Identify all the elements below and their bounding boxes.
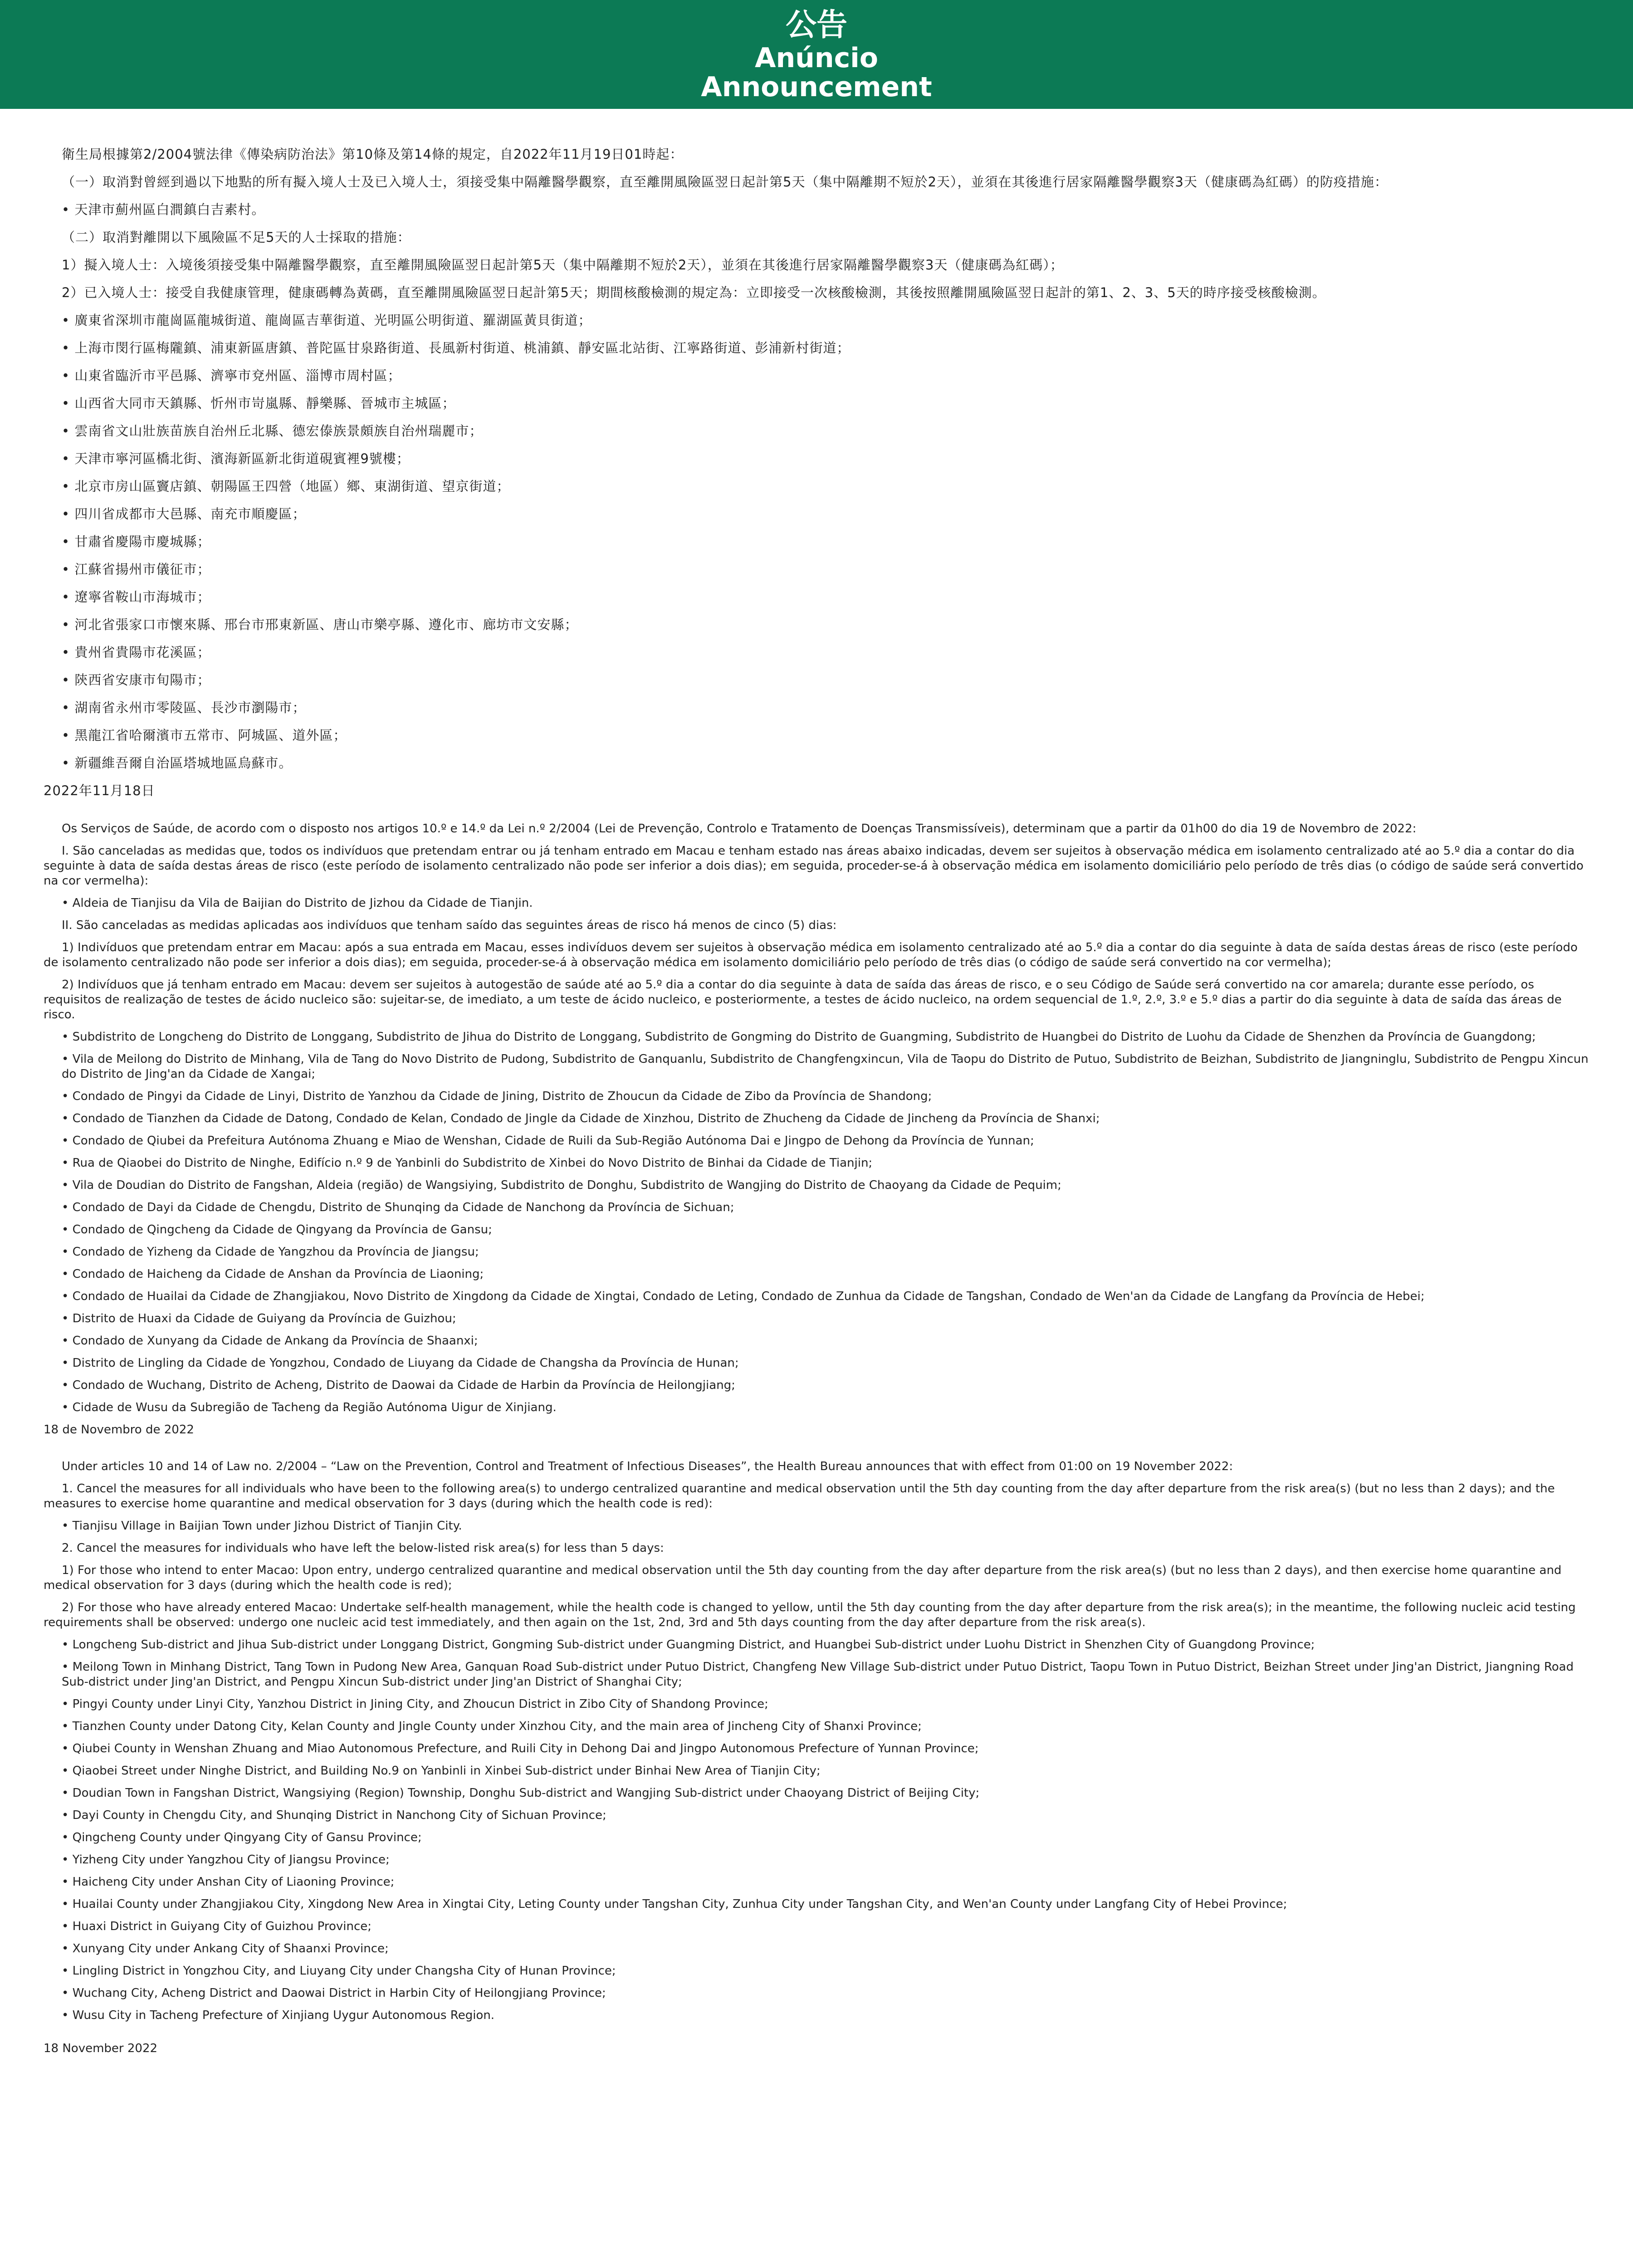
bullet-icon: • bbox=[62, 313, 75, 328]
list-item-text: Meilong Town in Minhang District, Tang Town in Pudong New Area, Ganquan Road Sub-district under Putuo District, Changfeng New Village Sub-district under Putuo District, Taopu Town in Putuo District, Beizhan Street under Jing'an District, Jiangning Road Sub-district under Jing'an District, and Pengpu Xincun Sub-district under Jing'an District of Shanghai City; bbox=[62, 1660, 1574, 1689]
risk-area-list-en bbox=[44, 1637, 1591, 2023]
list-item-text: Condado de Wuchang, Distrito de Acheng, Distrito de Daowai da Cidade de Harbin da Província de Heilongjiang; bbox=[72, 1378, 735, 1392]
bullet-icon: • bbox=[62, 1356, 73, 1370]
list-item-text: 河北省張家口市懷來縣、邢台市邢東新區、唐山市樂亭縣、遵化市、廊坊市文安縣； bbox=[74, 617, 578, 632]
clause-1-list-pt bbox=[44, 896, 1591, 911]
bullet-icon: • bbox=[62, 1875, 73, 1889]
list-item bbox=[44, 1356, 1591, 1371]
bullet-icon: • bbox=[62, 1245, 73, 1259]
list-item-text: Lingling District in Yongzhou City, and Liuyang City under Changsha City of Hunan Province; bbox=[72, 1964, 616, 1978]
clause-2-zh: （二）取消對離開以下風險區不足5天的人士採取的措施： bbox=[62, 230, 411, 245]
section-zh bbox=[44, 145, 1591, 800]
bullet-icon: • bbox=[62, 1897, 73, 1911]
bullet-icon: • bbox=[62, 1267, 73, 1281]
bullet-icon: • bbox=[62, 1764, 73, 1778]
intro-pt: Os Serviços de Saúde, de acordo com o disposto nos artigos 10.º e 14.º da Lei n.º 2/2004 (Lei de Prevenção, Controlo e Tratamento de Doenças Transmissíveis), determinam que a partir da 01h00 do dia 19 de Novembro de 2022: bbox=[62, 822, 1417, 836]
list-item-text: 甘肅省慶陽市慶城縣； bbox=[74, 534, 211, 549]
clause-1-zh: （一）取消對曾經到過以下地點的所有擬入境人士及已入境人士，須接受集中隔離醫學觀察，直至離開風險區翌日起計第5天（集中隔離期不短於2天），並須在其後進行居家隔離醫學觀察3天（健康碼為紅碼）的防疫措施： bbox=[62, 174, 1388, 190]
list-item bbox=[44, 477, 1591, 495]
bullet-icon: • bbox=[62, 1697, 73, 1711]
clause-2-2-pt: 2) Indivíduos que já tenham entrado em Macau: devem ser sujeitos à autogestão de saúde até ao 5.º dia a contar do dia seguinte à data de saída das áreas de risco, e o seu Código de Saúde será convertido na cor amarela; durante esse período, os requisitos de realização de testes de ácido nucleico são: sujeitar-se, de imediato, a um teste de ácido nucleico, e posteriormente, a testes de ácido nucleico, na ordem sequencial de 1.º, 2.º, 3.º e 5.º dias a partir do dia seguinte à data de saída das áreas de risco. bbox=[44, 978, 1562, 1022]
list-item-text: Cidade de Wusu da Subregião de Tacheng da Região Autónoma Uigur de Xinjiang. bbox=[72, 1401, 557, 1414]
section-en bbox=[44, 1459, 1591, 2056]
list-item bbox=[44, 726, 1591, 744]
list-item bbox=[44, 1964, 1591, 1979]
bullet-icon: • bbox=[62, 589, 75, 605]
clause-2-2-zh: 2）已入境人士：接受自我健康管理，健康碼轉為黃碼，直至離開風險區翌日起計第5天；期間核酸檢測的規定為：立即接受一次核酸檢測，其後按照離開風險區翌日起計的第1、2、3、5天的時序接受核酸檢測。 bbox=[62, 285, 1326, 300]
list-item-text: Condado de Xunyang da Cidade de Ankang da Província de Shaanxi; bbox=[72, 1334, 478, 1348]
bullet-icon: • bbox=[62, 396, 75, 411]
list-item-text: Rua de Qiaobei do Distrito de Ninghe, Edifício n.º 9 de Yanbinli do Subdistrito de Xinbei do Novo Distrito de Binhai da Cidade de Tianjin; bbox=[72, 1156, 873, 1170]
list-item bbox=[44, 896, 1591, 911]
bullet-icon: • bbox=[62, 1030, 73, 1044]
bullet-icon: • bbox=[62, 1134, 73, 1148]
bullet-icon: • bbox=[62, 1156, 73, 1170]
clause-2-1-zh: 1）擬入境人士：入境後須接受集中隔離醫學觀察，直至離開風險區翌日起計第5天（集中隔離期不短於2天），並須在其後進行居家隔離醫學觀察3天（健康碼為紅碼）； bbox=[62, 257, 1064, 273]
list-item-text: 廣東省深圳市龍崗區龍城街道、龍崗區吉華街道、光明區公明街道、羅湖區黃貝街道； bbox=[74, 313, 592, 328]
bullet-icon: • bbox=[62, 2009, 73, 2022]
intro-en: Under articles 10 and 14 of Law no. 2/2004 – “Law on the Prevention, Control and Treatment of Infectious Diseases”, the Health Bureau announces that with effect from 01:00 on 19 November 2022: bbox=[62, 1460, 1233, 1473]
list-item-text: Tianzhen County under Datong City, Kelan County and Jingle County under Xinzhou City, and the main area of Jincheng City of Shanxi Province; bbox=[72, 1720, 922, 1733]
bullet-icon: • bbox=[62, 1052, 73, 1066]
list-item-text: 遼寧省鞍山市海城市； bbox=[74, 589, 211, 605]
list-item-text: Qiaobei Street under Ninghe District, and Building No.9 on Yanbinli in Xinbei Sub-district under Binhai New Area of Tianjin City; bbox=[72, 1764, 821, 1778]
risk-area-list-pt bbox=[44, 1030, 1591, 1415]
bullet-icon: • bbox=[62, 1660, 73, 1674]
bullet-icon: • bbox=[62, 368, 75, 383]
list-item bbox=[44, 1808, 1591, 1823]
list-item-text: 四川省成都市大邑縣、南充市順慶區； bbox=[74, 506, 306, 522]
list-item bbox=[44, 1200, 1591, 1215]
list-item bbox=[44, 1741, 1591, 1756]
list-item-text: 江蘇省揚州市儀征市； bbox=[74, 562, 211, 577]
bullet-icon: • bbox=[62, 728, 75, 743]
list-item-text: Xunyang City under Ankang City of Shaanxi Province; bbox=[72, 1942, 389, 1955]
list-item-text: Qingcheng County under Qingyang City of Gansu Province; bbox=[72, 1831, 422, 1844]
title-en: Announcement bbox=[701, 71, 932, 103]
list-item bbox=[44, 1245, 1591, 1260]
intro-zh: 衛生局根據第2/2004號法律《傳染病防治法》第10條及第14條的規定，自2022年11月19日01時起： bbox=[62, 147, 684, 162]
list-item-text: Wuchang City, Acheng District and Daowai District in Harbin City of Heilongjiang Province; bbox=[72, 1986, 606, 2000]
list-item-text: Pingyi County under Linyi City, Yanzhou District in Jining City, and Zhoucun District in Zibo City of Shandong Province; bbox=[72, 1697, 768, 1711]
list-item bbox=[44, 643, 1591, 661]
bullet-icon: • bbox=[62, 700, 75, 715]
list-item-text: 貴州省貴陽市花溪區； bbox=[74, 645, 211, 660]
list-item bbox=[44, 616, 1591, 634]
announcement-header bbox=[0, 0, 1633, 109]
list-item-text: Subdistrito de Longcheng do Distrito de Longgang, Subdistrito de Jihua do Distrito de Longgang, Subdistrito de Gongming do Distrito de Guangming, Subdistrito de Huangbei do Distrito de Luohu da Cidade de Shenzhen da Província de Guangdong; bbox=[72, 1030, 1536, 1044]
bullet-icon: • bbox=[62, 1964, 73, 1978]
bullet-icon: • bbox=[62, 1942, 73, 1955]
list-item bbox=[44, 1919, 1591, 1934]
bullet-icon: • bbox=[62, 1334, 73, 1348]
list-item-text: 山西省大同市天鎮縣、忻州市岢嵐縣、靜樂縣、晉城市主城區； bbox=[74, 396, 456, 411]
bullet-icon: • bbox=[62, 1831, 73, 1844]
announcement-body bbox=[44, 145, 1591, 2063]
list-item bbox=[44, 533, 1591, 551]
bullet-icon: • bbox=[62, 506, 75, 522]
list-item bbox=[44, 1400, 1591, 1415]
bullet-icon: • bbox=[62, 617, 75, 632]
list-item-text: Condado de Haicheng da Cidade de Anshan da Província de Liaoning; bbox=[72, 1267, 484, 1281]
bullet-icon: • bbox=[62, 340, 75, 356]
list-item-text: Qiubei County in Wenshan Zhuang and Miao Autonomous Prefecture, and Ruili City in Dehong Dai and Jingpo Autonomous Prefecture of Yunnan Province; bbox=[72, 1742, 979, 1755]
list-item-text: Distrito de Lingling da Cidade de Yongzhou, Condado de Liuyang da Cidade de Changsha da Província de Hunan; bbox=[72, 1356, 739, 1370]
list-item-text: Vila de Doudian do Distrito de Fangshan, Aldeia (região) de Wangsiying, Subdistrito de Donghu, Subdistrito de Wangjing do Distrito de Chaoyang da Cidade de Pequim; bbox=[72, 1178, 1061, 1192]
list-item-text: 陝西省安康市旬陽市； bbox=[74, 672, 211, 688]
bullet-icon: • bbox=[62, 1401, 73, 1414]
bullet-icon: • bbox=[62, 896, 73, 910]
list-item-text: 山東省臨沂市平邑縣、濟寧市兗州區、淄博市周村區； bbox=[74, 368, 401, 383]
list-item-text: 天津市薊州區白澗鎮白吉素村。 bbox=[74, 202, 265, 217]
bullet-icon: • bbox=[62, 1742, 73, 1755]
bullet-icon: • bbox=[62, 1290, 73, 1303]
list-item bbox=[44, 1697, 1591, 1712]
clause-2-en: 2. Cancel the measures for individuals who have left the below-listed risk area(s) for less than 5 days: bbox=[62, 1541, 664, 1555]
list-item bbox=[44, 1786, 1591, 1801]
list-item-text: Huailai County under Zhangjiakou City, Xingdong New Area in Xingtai City, Leting County under Tangshan City, Zunhua City under Tangshan City, and Wen'an County under Langfang City of Hebei Province; bbox=[72, 1897, 1287, 1911]
list-item bbox=[44, 1660, 1591, 1690]
list-item-text: 雲南省文山壯族苗族自治州丘北縣、德宏傣族景頗族自治州瑞麗市； bbox=[74, 423, 483, 439]
bullet-icon: • bbox=[62, 202, 75, 217]
date-pt: 18 de Novembro de 2022 bbox=[44, 1423, 194, 1437]
list-item-text: Wusu City in Tacheng Prefecture of Xinjiang Uygur Autonomous Region. bbox=[72, 2009, 495, 2022]
title-pt: Anúncio bbox=[755, 42, 878, 74]
list-item bbox=[44, 1334, 1591, 1349]
list-item-text: Haicheng City under Anshan City of Liaoning Province; bbox=[72, 1875, 395, 1889]
bullet-icon: • bbox=[62, 423, 75, 439]
list-item bbox=[44, 394, 1591, 412]
date-en: 18 November 2022 bbox=[44, 2042, 158, 2055]
list-item-text: Condado de Huailai da Cidade de Zhangjiakou, Novo Distrito de Xingdong da Cidade de Xingtai, Condado de Leting, Condado de Zunhua da Cidade de Tangshan, Condado de Wen'an da Cidade de Langfang da Província de Hebei; bbox=[72, 1290, 1425, 1303]
list-item bbox=[44, 1941, 1591, 1956]
list-item bbox=[44, 367, 1591, 385]
list-item-text: Condado de Yizheng da Cidade de Yangzhou da Província de Jiangsu; bbox=[72, 1245, 479, 1259]
bullet-icon: • bbox=[62, 1920, 73, 1933]
list-item-text: Condado de Pingyi da Cidade de Linyi, Distrito de Yanzhou da Cidade de Jining, Distrito de Zhoucun da Cidade de Zibo da Província de Shandong; bbox=[72, 1090, 932, 1103]
list-item bbox=[44, 200, 1591, 219]
clause-1-list-zh bbox=[44, 200, 1591, 219]
list-item bbox=[44, 1853, 1591, 1867]
list-item-text: Condado de Qiubei da Prefeitura Autónoma Zhuang e Miao de Wenshan, Cidade de Ruili da Sub-Região Autónoma Dai e Jingpo de Dehong da Província de Yunnan; bbox=[72, 1134, 1034, 1148]
list-item bbox=[44, 1986, 1591, 2001]
list-item-text: Condado de Dayi da Cidade de Chengdu, Distrito de Shunqing da Cidade de Nanchong da Província de Sichuan; bbox=[72, 1201, 734, 1214]
clause-2-1-pt: 1) Indivíduos que pretendam entrar em Macau: após a sua entrada em Macau, esses indivíduos devem ser sujeitos à observação médica em isolamento centralizado até ao 5.º dia a contar do dia seguinte à data de saída destas áreas de risco (este período de isolamento centralizado não pode ser inferior a dois dias); em seguida, proceder-se-á à observação médica em isolamento domiciliário pelo período de três dias (o código de saúde será convertido na cor vermelha); bbox=[44, 941, 1578, 969]
clause-2-pt: II. São canceladas as medidas aplicadas aos indivíduos que tenham saído das seguintes áreas de risco há menos de cinco (5) dias: bbox=[62, 919, 837, 932]
list-item bbox=[44, 1052, 1591, 1082]
bullet-icon: • bbox=[62, 1378, 73, 1392]
list-item bbox=[44, 1156, 1591, 1171]
list-item bbox=[44, 2008, 1591, 2023]
list-item bbox=[44, 1030, 1591, 1045]
bullet-icon: • bbox=[62, 1178, 73, 1192]
list-item-text: Tianjisu Village in Baijian Town under Jizhou District of Tianjin City. bbox=[72, 1519, 462, 1533]
list-item-text: 新疆維吾爾自治區塔城地區烏蘇市。 bbox=[74, 755, 293, 771]
bullet-icon: • bbox=[62, 451, 75, 466]
list-item bbox=[44, 1519, 1591, 1534]
list-item bbox=[44, 671, 1591, 689]
bullet-icon: • bbox=[62, 755, 75, 771]
list-item bbox=[44, 1178, 1591, 1193]
list-item bbox=[44, 1764, 1591, 1779]
list-item bbox=[44, 1311, 1591, 1326]
bullet-icon: • bbox=[62, 1809, 73, 1822]
clause-2-2-en: 2) For those who have already entered Macao: Undertake self-health management, while the health code is changed to yellow, until the 5th day counting from the day after departure from the risk area(s); in the meantime, the following nucleic acid testing requirements shall be observed: undergo one nucleic acid test immediately, and then again on the 1st, 2nd, 3rd and 5th days counting from the day after departure from the risk area(s). bbox=[44, 1601, 1576, 1629]
bullet-icon: • bbox=[62, 1223, 73, 1237]
title-zh: 公告 bbox=[785, 7, 847, 43]
list-item-text: Yizheng City under Yangzhou City of Jiangsu Province; bbox=[72, 1853, 390, 1867]
bullet-icon: • bbox=[62, 562, 75, 577]
bullet-icon: • bbox=[62, 534, 75, 549]
list-item bbox=[44, 311, 1591, 329]
list-item-text: Vila de Meilong do Distrito de Minhang, Vila de Tang do Novo Distrito de Pudong, Subdistrito de Ganquanlu, Subdistrito de Changfengxincun, Vila de Taopu do Distrito de Putuo, Subdistrito de Beizhan, Subdistrito de Jiangninglu, Subdistrito de Pengpu Xincun do Distrito de Jing'an da Cidade de Xangai; bbox=[62, 1052, 1589, 1081]
list-item bbox=[44, 1289, 1591, 1304]
bullet-icon: • bbox=[62, 1090, 73, 1103]
list-item-text: Huaxi District in Guiyang City of Guizhou Province; bbox=[72, 1920, 372, 1933]
bullet-icon: • bbox=[62, 645, 75, 660]
list-item bbox=[44, 699, 1591, 717]
list-item bbox=[44, 1378, 1591, 1393]
list-item bbox=[44, 754, 1591, 772]
clause-1-pt: I. São canceladas as medidas que, todos os indivíduos que pretendam entrar ou já tenham entrado em Macau e tenham estado nas áreas abaixo indicadas, devem ser sujeitos à observação médica em isolamento centralizado até ao 5.º dia a contar do dia seguinte à data de saída destas áreas de risco (este período de isolamento centralizado não pode ser inferior a dois dias); em seguida, proceder-se-á à observação médica em isolamento domiciliário pelo período de três dias (o código de saúde será convertido na cor vermelha): bbox=[44, 844, 1584, 888]
list-item bbox=[44, 339, 1591, 357]
bullet-icon: • bbox=[62, 1201, 73, 1214]
list-item bbox=[44, 1719, 1591, 1734]
list-item-text: 湖南省永州市零陵區、長沙市瀏陽市； bbox=[74, 700, 306, 715]
list-item bbox=[44, 505, 1591, 523]
bullet-icon: • bbox=[62, 1786, 73, 1800]
list-item bbox=[44, 450, 1591, 468]
list-item-text: Dayi County in Chengdu City, and Shunqing District in Nanchong City of Sichuan Province; bbox=[72, 1809, 606, 1822]
list-item-text: Distrito de Huaxi da Cidade de Guiyang da Província de Guizhou; bbox=[72, 1312, 456, 1325]
bullet-icon: • bbox=[62, 479, 75, 494]
list-item-text: 黑龍江省哈爾濱市五常市、阿城區、道外區； bbox=[74, 728, 347, 743]
bullet-icon: • bbox=[62, 1312, 73, 1325]
list-item bbox=[44, 1830, 1591, 1845]
risk-area-list-zh bbox=[44, 311, 1591, 772]
bullet-icon: • bbox=[62, 1519, 73, 1533]
list-item-text: 上海市閔行區梅隴鎮、浦東新區唐鎮、普陀區甘泉路街道、長風新村街道、桃浦鎮、靜安區北站街、江寧路街道、彭浦新村街道； bbox=[74, 340, 851, 356]
list-item bbox=[44, 560, 1591, 578]
bullet-icon: • bbox=[62, 1986, 73, 2000]
list-item-text: Aldeia de Tianjisu da Vila de Baijian do Distrito de Jizhou da Cidade de Tianjin. bbox=[72, 896, 533, 910]
bullet-icon: • bbox=[62, 1112, 73, 1125]
list-item-text: 北京市房山區竇店鎮、朝陽區王四營（地區）鄉、東湖街道、望京街道； bbox=[74, 479, 510, 494]
bullet-icon: • bbox=[62, 1638, 73, 1652]
list-item-text: Condado de Tianzhen da Cidade de Datong, Condado de Kelan, Condado de Jingle da Cidade de Xinzhou, Distrito de Zhucheng da Cidade de Jincheng da Província de Shanxi; bbox=[72, 1112, 1100, 1125]
list-item bbox=[44, 1637, 1591, 1652]
clause-1-list-en bbox=[44, 1519, 1591, 1534]
list-item-text: Longcheng Sub-district and Jihua Sub-district under Longgang District, Gongming Sub-district under Guangming District, and Huangbei Sub-district under Luohu District in Shenzhen City of Guangdong Province; bbox=[72, 1638, 1315, 1652]
date-zh: 2022年11月18日 bbox=[44, 783, 155, 798]
list-item-text: Doudian Town in Fangshan District, Wangsiying (Region) Township, Donghu Sub-district and Wangjing Sub-district under Chaoyang District of Beijing City; bbox=[72, 1786, 980, 1800]
bullet-icon: • bbox=[62, 1853, 73, 1867]
bullet-icon: • bbox=[62, 1720, 73, 1733]
list-item-text: 天津市寧河區橋北街、濱海新區新北街道硯賓裡9號樓； bbox=[74, 451, 410, 466]
section-pt bbox=[44, 821, 1591, 1437]
list-item bbox=[44, 1897, 1591, 1912]
list-item bbox=[44, 1222, 1591, 1237]
list-item bbox=[44, 422, 1591, 440]
bullet-icon: • bbox=[62, 672, 75, 688]
list-item bbox=[44, 1267, 1591, 1282]
list-item bbox=[44, 1134, 1591, 1149]
list-item bbox=[44, 1875, 1591, 1890]
list-item bbox=[44, 588, 1591, 606]
list-item-text: Condado de Qingcheng da Cidade de Qingyang da Província de Gansu; bbox=[72, 1223, 492, 1237]
list-item bbox=[44, 1111, 1591, 1126]
clause-2-1-en: 1) For those who intend to enter Macao: Upon entry, undergo centralized quarantine and medical observation until the 5th day counting from the day after departure from the risk area(s) (but no less than 2 days), and then exercise home quarantine and medical observation for 3 days (during which the health code is red); bbox=[44, 1564, 1562, 1592]
clause-1-en: 1. Cancel the measures for all individuals who have been to the following area(s) to undergo centralized quarantine and medical observation until the 5th day counting from the day after departure from the risk area(s) (but no less than 2 days); and the measures to exercise home quarantine and medical observation for 3 days (during which the health code is red): bbox=[44, 1482, 1555, 1510]
list-item bbox=[44, 1089, 1591, 1104]
